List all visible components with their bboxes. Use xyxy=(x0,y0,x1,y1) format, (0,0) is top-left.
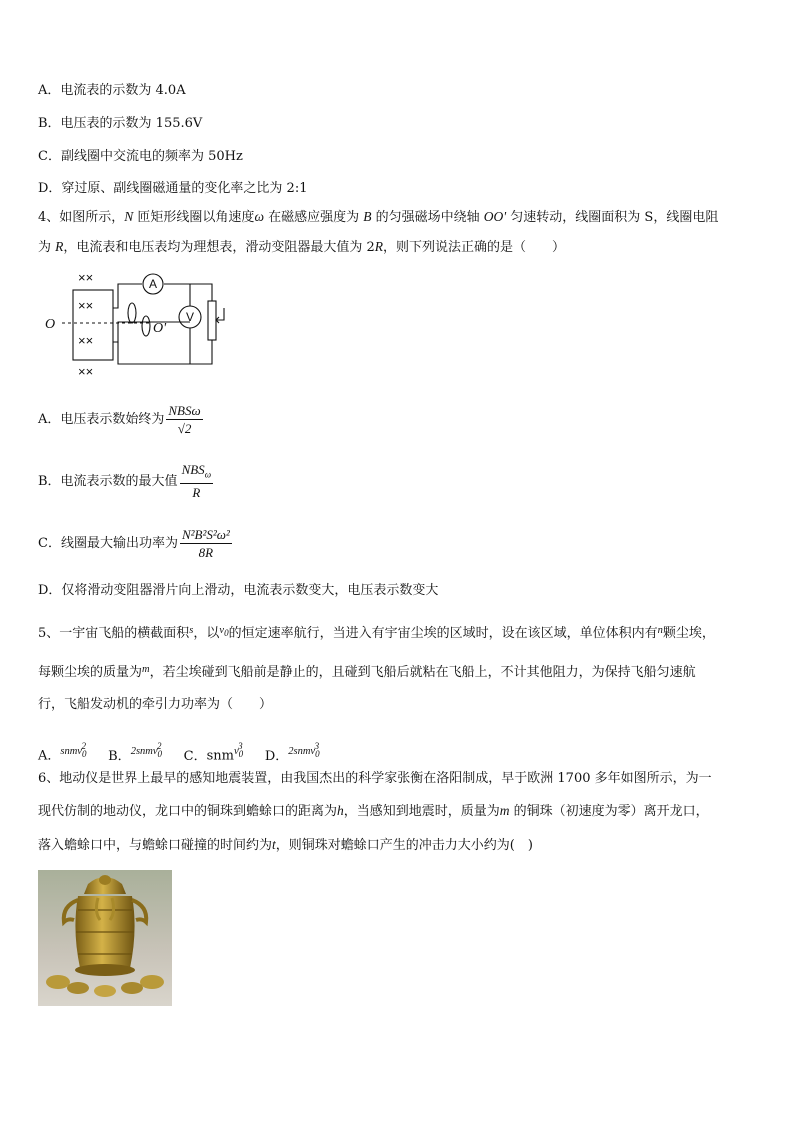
q3-option-c: C．副线圈中交流电的频率为 50Hz xyxy=(38,149,243,164)
seismoscope-photo xyxy=(38,870,172,1006)
cross-row-1: ×× xyxy=(78,270,94,285)
ammeter-label: A xyxy=(148,277,158,291)
q4-stem-line2: 为 R，电流表和电压表均为理想表，滑动变阻器最大值为 2R，则下列说法正确的是（ ） xyxy=(38,239,566,255)
q6-line3: 落入蟾蜍口中，与蟾蜍口碰撞的时间约为t，则铜珠对蟾蜍口产生的冲击力大小约为( ) xyxy=(38,837,533,853)
label-o: O xyxy=(45,317,56,332)
q4-stem-line1: 4、如图所示，N 匝矩形线圈以角速度ω 在磁感应强度为 B 的匀强磁场中绕轴 OO' 匀速转动，线圈面积为 S，线圈电阻 xyxy=(38,209,719,225)
q4-option-a: A．电压表示数始终为 $\frac{\text{NBSω}}{√2}$ xyxy=(38,402,201,436)
voltmeter-label: V xyxy=(185,310,195,324)
q3-option-a: A．电流表的示数为 4.0A xyxy=(38,83,186,98)
fraction-b: $\frac{NBS_\omega}{R}$ xyxy=(181,462,212,500)
q5-line1: 5、一宇宙飞船的横截面积$^s$，以$^{v_0}$的恒定速率航行，当进入有宇宙尘埃的区域时，设在该区域，单位体积内有$^n$颗尘埃， xyxy=(38,625,715,641)
toad-right xyxy=(140,975,164,989)
fraction-a: $\frac{\text{NBSω}}{√2}$ xyxy=(168,402,201,436)
bottom-wire xyxy=(118,340,212,364)
q5-line3: 行，飞船发动机的牵引力功率为（ ） xyxy=(38,697,273,712)
slip-ring-1 xyxy=(128,303,136,323)
rheostat xyxy=(208,301,216,340)
fraction-c: $\frac{\text{N²B²S²ω²}}{8R}$ xyxy=(181,526,230,560)
coil-bottom-lead xyxy=(113,322,142,342)
q6-line2: 现代仿制的地动仪，龙口中的铜珠到蟾蜍口的距离为h，当感知到地震时，质量为m 的铜珠（初速度为零）离开龙口， xyxy=(38,803,709,819)
q4-option-d: D．仅将滑动变阻器滑片向上滑动，电流表示数变大，电压表示数变大 xyxy=(38,583,439,598)
slip-ring-2 xyxy=(142,316,150,336)
cross-row-2: ×× xyxy=(78,298,94,313)
q5-options: A．$^{snmv_0^2}$ B．$^{2snmv_0^2}$ C．snm$^{v_0^3}$ D．$^{2snmv_0^3}$ xyxy=(38,741,320,764)
q4-option-b: B．电流表示数的最大值 $\frac{NBS_\omega}{R}$ xyxy=(38,462,212,500)
toad-left xyxy=(46,975,70,989)
label-o-prime: O' xyxy=(153,321,167,336)
q4-circuit-diagram xyxy=(40,268,230,380)
cross-row-3: ×× xyxy=(78,333,94,348)
q6-line1: 6、地动仪是世界上最早的感知地震装置，由我国杰出的科学家张衡在洛阳制成，早于欧洲 1700 多年如图所示，为一 xyxy=(38,771,712,786)
top-wire xyxy=(164,284,212,301)
cross-row-4: ×× xyxy=(78,364,94,379)
q3-option-b: B．电压表的示数为 155.6V xyxy=(38,116,203,131)
q4-option-c: C．线圈最大输出功率为 $\frac{\text{N²B²S²ω²}}{8R}$ xyxy=(38,526,230,560)
q5-line2: 每颗尘埃的质量为$^m$，若尘埃碰到飞船前是静止的，且碰到飞船后就粘在飞船上，不计其他阻力，为保持飞船匀速航 xyxy=(38,664,696,680)
coil-top-lead xyxy=(113,284,142,308)
q3-option-d: D．穿过原、副线圈磁通量的变化率之比为 2:1 xyxy=(38,181,308,196)
